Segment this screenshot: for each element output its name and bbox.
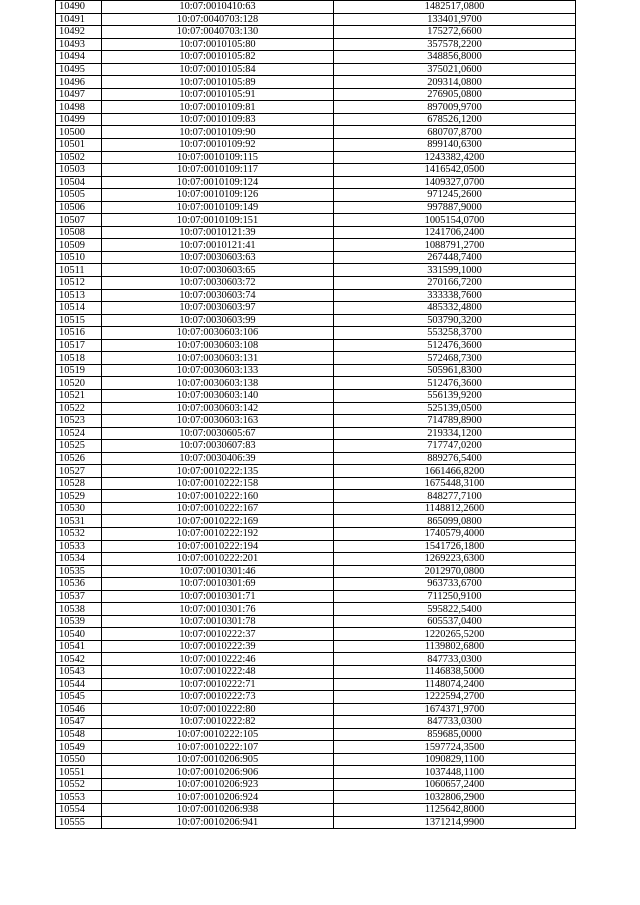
- table-row: [56, 753, 576, 766]
- table-row: [56, 515, 576, 528]
- cadastral-number-cell: 10:07:0010222:80: [102, 703, 334, 716]
- row-number-cell: 10507: [56, 214, 102, 227]
- cadastral-number-cell: 10:07:0010109:149: [102, 201, 334, 214]
- cadastral-value-cell: 2012970,0800: [334, 565, 576, 578]
- cadastral-value-cell: 847733,0300: [334, 716, 576, 729]
- row-number-cell: 10530: [56, 502, 102, 515]
- cadastral-number-cell: 10:07:0010206:905: [102, 753, 334, 766]
- cadastral-value-cell: 848277,7100: [334, 490, 576, 503]
- table-row: [56, 51, 576, 64]
- row-number-cell: 10519: [56, 364, 102, 377]
- cadastral-number-cell: 10:07:0010121:41: [102, 239, 334, 252]
- cadastral-number-cell: 10:07:0030603:131: [102, 352, 334, 365]
- cadastral-value-cell: 1148812,2600: [334, 502, 576, 515]
- row-number-cell: 10544: [56, 678, 102, 691]
- cadastral-value-cell: 1060657,2400: [334, 778, 576, 791]
- table-row: [56, 151, 576, 164]
- row-number-cell: 10491: [56, 13, 102, 26]
- cadastral-value-cell: 348856,8000: [334, 51, 576, 64]
- cadastral-number-cell: 10:07:0010301:71: [102, 590, 334, 603]
- row-number-cell: 10525: [56, 440, 102, 453]
- table-row: [56, 502, 576, 515]
- cadastral-number-cell: 10:07:0030603:99: [102, 314, 334, 327]
- cadastral-value-cell: 1220265,5200: [334, 628, 576, 641]
- row-number-cell: 10499: [56, 113, 102, 126]
- table-row: [56, 327, 576, 340]
- cadastral-number-cell: 10:07:0040703:128: [102, 13, 334, 26]
- cadastral-number-cell: 10:07:0030603:133: [102, 364, 334, 377]
- cadastral-number-cell: 10:07:0030605:67: [102, 427, 334, 440]
- row-number-cell: 10500: [56, 126, 102, 139]
- row-number-cell: 10494: [56, 51, 102, 64]
- cadastral-number-cell: 10:07:0010222:105: [102, 728, 334, 741]
- cadastral-number-cell: 10:07:0010222:46: [102, 653, 334, 666]
- row-number-cell: 10526: [56, 452, 102, 465]
- cadastral-number-cell: 10:07:0010222:201: [102, 553, 334, 566]
- cadastral-number-cell: 10:07:0010121:39: [102, 226, 334, 239]
- table-row: [56, 490, 576, 503]
- table-row: [56, 766, 576, 779]
- cadastral-number-cell: 10:07:0030603:108: [102, 339, 334, 352]
- table-row: [56, 176, 576, 189]
- row-number-cell: 10554: [56, 804, 102, 817]
- table-row: [56, 590, 576, 603]
- cadastral-number-cell: 10:07:0010206:941: [102, 816, 334, 829]
- cadastral-value-cell: 1675448,3100: [334, 477, 576, 490]
- row-number-cell: 10493: [56, 38, 102, 51]
- table-row: [56, 778, 576, 791]
- row-number-cell: 10495: [56, 63, 102, 76]
- cadastral-number-cell: 10:07:0030603:74: [102, 289, 334, 302]
- row-number-cell: 10545: [56, 691, 102, 704]
- cadastral-value-cell: 556139,9200: [334, 389, 576, 402]
- table-row: [56, 389, 576, 402]
- cadastral-number-cell: 10:07:0010206:923: [102, 778, 334, 791]
- cadastral-number-cell: 10:07:0010222:194: [102, 540, 334, 553]
- table-row: [56, 540, 576, 553]
- table-row: [56, 251, 576, 264]
- cadastral-value-cell: 717747,0200: [334, 440, 576, 453]
- table-row: [56, 201, 576, 214]
- row-number-cell: 10514: [56, 302, 102, 315]
- table-row: [56, 26, 576, 39]
- cadastral-number-cell: 10:07:0010222:135: [102, 465, 334, 478]
- row-number-cell: 10496: [56, 76, 102, 89]
- row-number-cell: 10490: [56, 1, 102, 14]
- cadastral-number-cell: 10:07:0010222:71: [102, 678, 334, 691]
- cadastral-number-cell: 10:07:0010105:80: [102, 38, 334, 51]
- cadastral-value-table: [55, 0, 576, 829]
- table-row: [56, 716, 576, 729]
- row-number-cell: 10531: [56, 515, 102, 528]
- cadastral-number-cell: 10:07:0030603:106: [102, 327, 334, 340]
- row-number-cell: 10509: [56, 239, 102, 252]
- table-row: [56, 452, 576, 465]
- table-row: [56, 653, 576, 666]
- row-number-cell: 10517: [56, 339, 102, 352]
- cadastral-number-cell: 10:07:0010105:89: [102, 76, 334, 89]
- cadastral-value-cell: 605537,0400: [334, 615, 576, 628]
- table-row: [56, 38, 576, 51]
- row-number-cell: 10546: [56, 703, 102, 716]
- table-row: [56, 189, 576, 202]
- row-number-cell: 10521: [56, 389, 102, 402]
- row-number-cell: 10508: [56, 226, 102, 239]
- cadastral-value-cell: 1222594,2700: [334, 691, 576, 704]
- table-row: [56, 113, 576, 126]
- cadastral-number-cell: 10:07:0010109:126: [102, 189, 334, 202]
- table-row: [56, 239, 576, 252]
- row-number-cell: 10516: [56, 327, 102, 340]
- cadastral-number-cell: 10:07:0010301:76: [102, 603, 334, 616]
- cadastral-number-cell: 10:07:0030603:138: [102, 377, 334, 390]
- cadastral-number-cell: 10:07:0010109:124: [102, 176, 334, 189]
- table-row: [56, 63, 576, 76]
- table-row: [56, 139, 576, 152]
- cadastral-number-cell: 10:07:0010410:63: [102, 1, 334, 14]
- row-number-cell: 10520: [56, 377, 102, 390]
- table-row: [56, 164, 576, 177]
- table-row: [56, 289, 576, 302]
- row-number-cell: 10535: [56, 565, 102, 578]
- table-row: [56, 578, 576, 591]
- table-row: [56, 527, 576, 540]
- cadastral-value-cell: 503790,3200: [334, 314, 576, 327]
- cadastral-value-cell: 276905,0800: [334, 88, 576, 101]
- table-row: [56, 101, 576, 114]
- table-row: [56, 88, 576, 101]
- cadastral-value-cell: 714789,8900: [334, 415, 576, 428]
- table-row: [56, 703, 576, 716]
- cadastral-value-cell: 1146838,5000: [334, 665, 576, 678]
- row-number-cell: 10528: [56, 477, 102, 490]
- cadastral-value-cell: 209314,0800: [334, 76, 576, 89]
- cadastral-value-cell: 1269223,6300: [334, 553, 576, 566]
- cadastral-number-cell: 10:07:0010109:81: [102, 101, 334, 114]
- cadastral-value-table-page: [55, 0, 575, 829]
- table-row: [56, 741, 576, 754]
- cadastral-number-cell: 10:07:0010109:92: [102, 139, 334, 152]
- cadastral-number-cell: 10:07:0010222:158: [102, 477, 334, 490]
- cadastral-number-cell: 10:07:0010222:169: [102, 515, 334, 528]
- cadastral-number-cell: 10:07:0030603:65: [102, 264, 334, 277]
- row-number-cell: 10512: [56, 277, 102, 290]
- table-row: [56, 665, 576, 678]
- cadastral-number-cell: 10:07:0010301:46: [102, 565, 334, 578]
- cadastral-value-cell: 572468,7300: [334, 352, 576, 365]
- cadastral-value-cell: 553258,3700: [334, 327, 576, 340]
- cadastral-value-cell: 859685,0000: [334, 728, 576, 741]
- table-row: [56, 691, 576, 704]
- table-row: [56, 603, 576, 616]
- row-number-cell: 10506: [56, 201, 102, 214]
- row-number-cell: 10532: [56, 527, 102, 540]
- row-number-cell: 10513: [56, 289, 102, 302]
- table-row: [56, 277, 576, 290]
- row-number-cell: 10497: [56, 88, 102, 101]
- table-row: [56, 678, 576, 691]
- cadastral-number-cell: 10:07:0010222:107: [102, 741, 334, 754]
- row-number-cell: 10543: [56, 665, 102, 678]
- cadastral-value-cell: 1597724,3500: [334, 741, 576, 754]
- cadastral-value-cell: 997887,9000: [334, 201, 576, 214]
- table-row: [56, 377, 576, 390]
- cadastral-number-cell: 10:07:0010105:82: [102, 51, 334, 64]
- cadastral-value-cell: 1148074,2400: [334, 678, 576, 691]
- cadastral-number-cell: 10:07:0010206:938: [102, 804, 334, 817]
- cadastral-value-cell: 1416542,0500: [334, 164, 576, 177]
- cadastral-value-cell: 1409327,0700: [334, 176, 576, 189]
- cadastral-number-cell: 10:07:0030603:72: [102, 277, 334, 290]
- row-number-cell: 10540: [56, 628, 102, 641]
- cadastral-value-cell: 331599,1000: [334, 264, 576, 277]
- cadastral-value-cell: 505961,8300: [334, 364, 576, 377]
- row-number-cell: 10518: [56, 352, 102, 365]
- cadastral-value-cell: 971245,2600: [334, 189, 576, 202]
- cadastral-number-cell: 10:07:0010105:84: [102, 63, 334, 76]
- table-row: [56, 640, 576, 653]
- cadastral-value-cell: 375021,0600: [334, 63, 576, 76]
- row-number-cell: 10501: [56, 139, 102, 152]
- cadastral-value-cell: 678526,1200: [334, 113, 576, 126]
- row-number-cell: 10522: [56, 402, 102, 415]
- cadastral-value-cell: 1371214,9900: [334, 816, 576, 829]
- cadastral-value-cell: 1125642,8000: [334, 804, 576, 817]
- cadastral-value-cell: 357578,2200: [334, 38, 576, 51]
- row-number-cell: 10548: [56, 728, 102, 741]
- row-number-cell: 10504: [56, 176, 102, 189]
- cadastral-number-cell: 10:07:0030406:39: [102, 452, 334, 465]
- row-number-cell: 10555: [56, 816, 102, 829]
- table-row: [56, 728, 576, 741]
- cadastral-number-cell: 10:07:0040703:130: [102, 26, 334, 39]
- cadastral-value-cell: 1482517,0800: [334, 1, 576, 14]
- cadastral-value-cell: 711250,9100: [334, 590, 576, 603]
- cadastral-number-cell: 10:07:0030607:83: [102, 440, 334, 453]
- row-number-cell: 10551: [56, 766, 102, 779]
- row-number-cell: 10533: [56, 540, 102, 553]
- row-number-cell: 10505: [56, 189, 102, 202]
- row-number-cell: 10553: [56, 791, 102, 804]
- cadastral-value-cell: 847733,0300: [334, 653, 576, 666]
- cadastral-number-cell: 10:07:0010105:91: [102, 88, 334, 101]
- cadastral-number-cell: 10:07:0030603:63: [102, 251, 334, 264]
- cadastral-value-cell: 1241706,2400: [334, 226, 576, 239]
- row-number-cell: 10536: [56, 578, 102, 591]
- cadastral-value-cell: 897009,9700: [334, 101, 576, 114]
- table-row: [56, 13, 576, 26]
- table-row: [56, 804, 576, 817]
- cadastral-value-cell: 1541726,1800: [334, 540, 576, 553]
- row-number-cell: 10502: [56, 151, 102, 164]
- table-row: [56, 791, 576, 804]
- cadastral-number-cell: 10:07:0010222:160: [102, 490, 334, 503]
- row-number-cell: 10541: [56, 640, 102, 653]
- cadastral-value-cell: 1037448,1100: [334, 766, 576, 779]
- cadastral-value-cell: 899140,6300: [334, 139, 576, 152]
- table-row: [56, 214, 576, 227]
- table-row: [56, 264, 576, 277]
- row-number-cell: 10523: [56, 415, 102, 428]
- table-row: [56, 364, 576, 377]
- cadastral-number-cell: 10:07:0010222:48: [102, 665, 334, 678]
- row-number-cell: 10498: [56, 101, 102, 114]
- cadastral-value-cell: 267448,7400: [334, 251, 576, 264]
- table-row: [56, 339, 576, 352]
- cadastral-value-cell: 175272,6600: [334, 26, 576, 39]
- row-number-cell: 10552: [56, 778, 102, 791]
- cadastral-value-cell: 865099,0800: [334, 515, 576, 528]
- cadastral-value-cell: 963733,6700: [334, 578, 576, 591]
- cadastral-value-cell: 1661466,8200: [334, 465, 576, 478]
- cadastral-number-cell: 10:07:0010222:73: [102, 691, 334, 704]
- cadastral-value-cell: 595822,5400: [334, 603, 576, 616]
- cadastral-number-cell: 10:07:0010109:90: [102, 126, 334, 139]
- cadastral-value-cell: 133401,9700: [334, 13, 576, 26]
- table-row: [56, 565, 576, 578]
- row-number-cell: 10503: [56, 164, 102, 177]
- cadastral-value-cell: 889276,5400: [334, 452, 576, 465]
- cadastral-number-cell: 10:07:0010206:906: [102, 766, 334, 779]
- cadastral-number-cell: 10:07:0010222:167: [102, 502, 334, 515]
- table-body: [56, 1, 576, 829]
- table-row: [56, 226, 576, 239]
- cadastral-number-cell: 10:07:0030603:163: [102, 415, 334, 428]
- row-number-cell: 10511: [56, 264, 102, 277]
- table-row: [56, 427, 576, 440]
- table-row: [56, 628, 576, 641]
- cadastral-value-cell: 512476,3600: [334, 339, 576, 352]
- cadastral-number-cell: 10:07:0010301:78: [102, 615, 334, 628]
- row-number-cell: 10534: [56, 553, 102, 566]
- cadastral-value-cell: 219334,1200: [334, 427, 576, 440]
- table-row: [56, 302, 576, 315]
- cadastral-value-cell: 333338,7600: [334, 289, 576, 302]
- cadastral-value-cell: 1740579,4000: [334, 527, 576, 540]
- cadastral-number-cell: 10:07:0010222:39: [102, 640, 334, 653]
- row-number-cell: 10524: [56, 427, 102, 440]
- cadastral-number-cell: 10:07:0030603:140: [102, 389, 334, 402]
- cadastral-number-cell: 10:07:0030603:142: [102, 402, 334, 415]
- cadastral-number-cell: 10:07:0010301:69: [102, 578, 334, 591]
- cadastral-number-cell: 10:07:0010222:192: [102, 527, 334, 540]
- row-number-cell: 10538: [56, 603, 102, 616]
- row-number-cell: 10550: [56, 753, 102, 766]
- cadastral-number-cell: 10:07:0010109:117: [102, 164, 334, 177]
- cadastral-value-cell: 680707,8700: [334, 126, 576, 139]
- cadastral-value-cell: 525139,0500: [334, 402, 576, 415]
- table-row: [56, 402, 576, 415]
- table-row: [56, 465, 576, 478]
- table-row: [56, 615, 576, 628]
- table-row: [56, 415, 576, 428]
- cadastral-value-cell: 1032806,2900: [334, 791, 576, 804]
- table-row: [56, 553, 576, 566]
- table-row: [56, 352, 576, 365]
- cadastral-value-cell: 1139802,6800: [334, 640, 576, 653]
- cadastral-number-cell: 10:07:0010222:82: [102, 716, 334, 729]
- table-row: [56, 816, 576, 829]
- cadastral-number-cell: 10:07:0010206:924: [102, 791, 334, 804]
- table-row: [56, 314, 576, 327]
- cadastral-number-cell: 10:07:0010109:115: [102, 151, 334, 164]
- row-number-cell: 10515: [56, 314, 102, 327]
- row-number-cell: 10549: [56, 741, 102, 754]
- table-row: [56, 76, 576, 89]
- table-row: [56, 1, 576, 14]
- cadastral-number-cell: 10:07:0010222:37: [102, 628, 334, 641]
- cadastral-value-cell: 1090829,1100: [334, 753, 576, 766]
- cadastral-number-cell: 10:07:0030603:97: [102, 302, 334, 315]
- row-number-cell: 10537: [56, 590, 102, 603]
- row-number-cell: 10529: [56, 490, 102, 503]
- cadastral-value-cell: 1243382,4200: [334, 151, 576, 164]
- cadastral-number-cell: 10:07:0010109:83: [102, 113, 334, 126]
- cadastral-value-cell: 1088791,2700: [334, 239, 576, 252]
- table-row: [56, 440, 576, 453]
- cadastral-number-cell: 10:07:0010109:151: [102, 214, 334, 227]
- row-number-cell: 10527: [56, 465, 102, 478]
- cadastral-value-cell: 485332,4800: [334, 302, 576, 315]
- row-number-cell: 10547: [56, 716, 102, 729]
- cadastral-value-cell: 1674371,9700: [334, 703, 576, 716]
- row-number-cell: 10492: [56, 26, 102, 39]
- row-number-cell: 10510: [56, 251, 102, 264]
- cadastral-value-cell: 512476,3600: [334, 377, 576, 390]
- row-number-cell: 10539: [56, 615, 102, 628]
- table-row: [56, 477, 576, 490]
- cadastral-value-cell: 1005154,0700: [334, 214, 576, 227]
- table-row: [56, 126, 576, 139]
- cadastral-value-cell: 270166,7200: [334, 277, 576, 290]
- row-number-cell: 10542: [56, 653, 102, 666]
